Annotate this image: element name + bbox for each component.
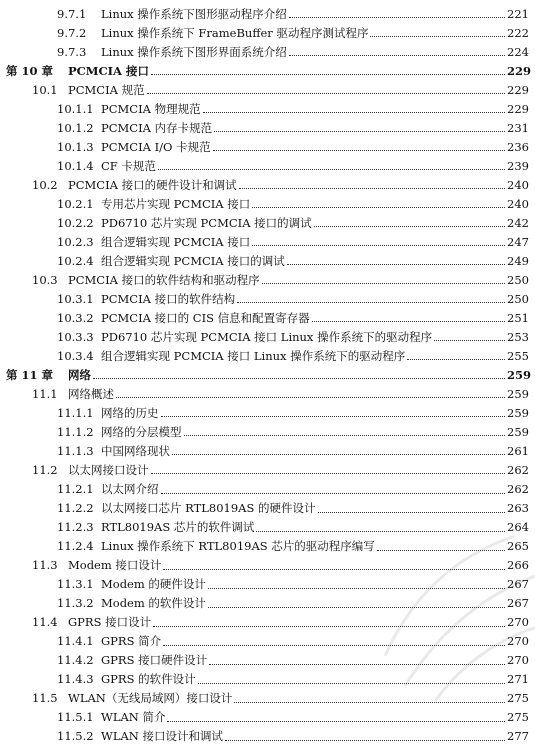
toc-entry-page: 229 <box>507 101 529 116</box>
toc-entry-page: 231 <box>507 120 529 135</box>
dot-leader <box>147 92 505 94</box>
toc-entry-number: 10.3.1 <box>57 291 94 306</box>
dot-leader <box>256 530 505 532</box>
toc-entry[interactable] <box>57 156 527 175</box>
toc-entry-page: 261 <box>507 443 529 458</box>
dot-leader <box>434 339 505 341</box>
toc-entry-number: 10.3 <box>32 272 58 287</box>
toc-entry-title: Modem 接口设计 <box>68 558 162 573</box>
toc-entry-page: 222 <box>507 25 529 40</box>
toc-entry-number: 11.3.1 <box>57 577 94 592</box>
toc-entry-title: PCMCIA 接口的软件结构和驱动程序 <box>68 272 260 287</box>
dot-leader <box>153 625 505 627</box>
toc-entry-title: PD6710 芯片实现 PCMCIA 接口 Linux 操作系统下的驱动程序 <box>101 329 433 344</box>
toc-entry-number: 11.1 <box>32 386 58 401</box>
toc-entry[interactable] <box>32 460 527 479</box>
toc-entry-page: 277 <box>507 729 529 744</box>
toc-entry-page: 275 <box>507 691 529 706</box>
toc-entry-title: PCMCIA 物理规范 <box>101 101 201 116</box>
toc-entry-page: 270 <box>507 653 529 668</box>
toc-entry-title: PCMCIA 接口的软件结构 <box>101 291 236 306</box>
dot-leader <box>209 663 505 665</box>
toc-entry[interactable] <box>6 365 532 384</box>
toc-entry-title: Linux 操作系统下 FrameBuffer 驱动程序测试程序 <box>101 25 369 40</box>
toc-entry-number: 10.3.4 <box>57 348 94 363</box>
toc-entry-page: 266 <box>507 558 529 573</box>
dot-leader <box>289 54 505 56</box>
toc-entry[interactable] <box>57 594 527 613</box>
dot-leader <box>198 682 505 684</box>
toc-entry-title: Linux 操作系统下 RTL8019AS 芯片的驱动程序编写 <box>101 539 375 554</box>
toc-entry[interactable] <box>57 213 527 232</box>
toc-entry-number: 10.2 <box>32 177 58 192</box>
dot-leader <box>172 453 505 455</box>
toc-entry-title: GPRS 接口硬件设计 <box>101 653 208 668</box>
dot-leader <box>407 358 505 360</box>
dot-leader <box>234 701 505 703</box>
toc-entry-title: 以太网介绍 <box>101 482 159 496</box>
toc-entry[interactable] <box>57 480 527 499</box>
toc-entry-number: 10.1 <box>32 82 58 97</box>
toc-entry-number: 10.1.3 <box>57 139 94 154</box>
toc-entry-title: 组合逻辑实现 PCMCIA 接口 Linux 操作系统下的驱动程序 <box>101 348 406 363</box>
toc-entry-number: 第 10 章 <box>6 63 54 78</box>
toc-entry-number: 11.2.3 <box>57 520 94 535</box>
toc-entry-page: 250 <box>507 272 529 287</box>
toc-entry-page: 239 <box>507 158 529 173</box>
toc-entry-title: 网络的历史 <box>101 405 159 420</box>
toc-entry-title: GPRS 接口设计 <box>68 615 152 630</box>
toc-entry-number: 10.1.4 <box>57 158 94 173</box>
toc-entry-title: Modem 的软件设计 <box>101 596 206 611</box>
toc-entry[interactable] <box>57 232 527 251</box>
toc-entry[interactable] <box>57 575 527 594</box>
toc-entry-title: 组合逻辑实现 PCMCIA 接口的调试 <box>101 253 285 268</box>
toc-entry[interactable] <box>57 118 527 137</box>
toc-entry-number: 11.2 <box>32 462 58 477</box>
dot-leader <box>184 434 506 436</box>
toc-entry-title: 中国网络现状 <box>101 443 170 458</box>
toc-entry-title: PCMCIA 接口的硬件设计和调试 <box>68 177 237 192</box>
toc-entry-number: 10.1.1 <box>57 101 94 116</box>
toc-entry-title: CF 卡规范 <box>101 158 156 173</box>
toc-entry-number: 11.4.2 <box>57 653 94 668</box>
dot-leader <box>151 472 506 474</box>
toc-entry-title: RTL8019AS 芯片的软件调试 <box>101 520 255 535</box>
toc-entry-page: 229 <box>507 82 529 97</box>
toc-entry[interactable] <box>57 632 527 651</box>
toc-entry-number: 11.5.1 <box>57 710 94 725</box>
toc-entry[interactable] <box>32 175 527 194</box>
toc-entry[interactable] <box>32 689 527 708</box>
toc-entry-number: 10.1.2 <box>57 120 94 135</box>
toc-entry-title: WLAN 简介 <box>101 710 166 725</box>
toc-entry-page: 259 <box>507 405 529 420</box>
toc-entry-title: PCMCIA 接口的 CIS 信息和配置寄存器 <box>101 310 310 325</box>
dot-leader <box>252 244 505 246</box>
toc-entry-page: 262 <box>507 482 529 496</box>
toc-entry[interactable] <box>57 251 527 270</box>
toc-entry[interactable] <box>57 518 527 537</box>
toc-entry-page: 253 <box>507 329 529 344</box>
toc-entry-number: 11.1.3 <box>57 443 94 458</box>
toc-entry-page: 270 <box>507 615 529 630</box>
toc-entry-title: Linux 操作系统下图形驱动程序介绍 <box>101 6 287 21</box>
toc-entry-number: 10.3.3 <box>57 329 94 344</box>
toc-entry-page: 224 <box>507 44 529 59</box>
toc-entry-page: 236 <box>507 139 529 154</box>
dot-leader <box>318 511 505 513</box>
dot-leader <box>161 492 506 494</box>
toc-entry-page: 229 <box>507 63 532 78</box>
toc-entry[interactable] <box>57 23 527 42</box>
toc-entry-page: 267 <box>507 577 529 592</box>
toc-entry[interactable] <box>57 308 527 327</box>
toc-entry-number: 9.7.2 <box>57 25 87 40</box>
toc-entry-page: 240 <box>507 177 529 192</box>
toc-entry-number: 11.2.4 <box>57 539 94 554</box>
toc-entry-title: GPRS 的软件设计 <box>101 672 196 687</box>
toc-entry-title: PD6710 芯片实现 PCMCIA 接口的调试 <box>101 215 312 230</box>
toc-entry[interactable] <box>57 403 527 422</box>
toc-entry[interactable] <box>57 422 527 441</box>
toc-entry-page: 259 <box>507 386 529 401</box>
dot-leader <box>252 206 505 208</box>
toc-entry[interactable] <box>57 651 527 670</box>
toc-entry-page: 221 <box>507 6 529 21</box>
dot-leader <box>239 187 505 189</box>
toc-entry-title: GPRS 简介 <box>101 634 162 649</box>
toc-entry-page: 249 <box>507 253 529 268</box>
toc-entry-title: 以太网接口设计 <box>68 462 149 477</box>
toc-entry-page: 250 <box>507 291 529 306</box>
dot-leader <box>314 225 505 227</box>
dot-leader <box>116 396 505 398</box>
dot-leader <box>214 130 505 132</box>
toc-entry-page: 263 <box>507 501 529 516</box>
dot-leader <box>208 606 505 608</box>
toc-entry-number: 11.5 <box>32 691 58 706</box>
dot-leader <box>289 16 505 18</box>
toc-entry-title: 专用芯片实现 PCMCIA 接口 <box>101 196 251 211</box>
toc-entry-number: 10.2.1 <box>57 196 94 211</box>
toc-entry[interactable] <box>32 556 527 575</box>
toc-entry[interactable] <box>57 137 527 156</box>
toc-entry[interactable] <box>57 670 527 689</box>
toc-entry-page: 251 <box>507 310 529 325</box>
toc-entry-page: 240 <box>507 196 529 211</box>
dot-leader <box>237 301 505 303</box>
dot-leader <box>151 73 505 75</box>
toc-entry-number: 10.3.2 <box>57 310 94 325</box>
toc-entry[interactable] <box>32 613 527 632</box>
toc-entry-page: 255 <box>507 348 529 363</box>
toc-entry-page: 259 <box>507 424 529 439</box>
toc-entry-number: 11.4 <box>32 615 58 630</box>
toc-entry-title: 网络的分层模型 <box>101 424 182 439</box>
toc-entry[interactable] <box>57 346 527 365</box>
toc-entry-number: 11.4.1 <box>57 634 94 649</box>
dot-leader <box>208 587 505 589</box>
toc-entry[interactable] <box>32 384 527 403</box>
toc-entry[interactable] <box>57 99 527 118</box>
toc-entry[interactable] <box>57 194 527 213</box>
toc-entry-title: 网络概述 <box>68 386 114 401</box>
toc-entry-page: 247 <box>507 234 529 249</box>
toc-entry-number: 11.3 <box>32 558 58 573</box>
dot-leader <box>262 282 505 284</box>
toc-entry-number: 11.1.2 <box>57 424 94 439</box>
toc-entry-number: 9.7.1 <box>57 6 87 21</box>
toc-entry[interactable] <box>32 270 527 289</box>
dot-leader <box>377 549 505 551</box>
toc-entry-page: 262 <box>507 462 529 477</box>
toc-entry-number: 9.7.3 <box>57 44 87 59</box>
toc-entry-number: 11.2.2 <box>57 501 94 516</box>
toc-entry[interactable] <box>57 537 527 556</box>
toc-entry-page: 271 <box>507 672 529 687</box>
toc-entry[interactable] <box>57 441 527 460</box>
toc-entry[interactable] <box>57 4 527 23</box>
toc-entry-page: 267 <box>507 596 529 611</box>
dot-leader <box>163 568 505 570</box>
dot-leader <box>93 377 505 379</box>
toc-entry[interactable] <box>57 727 527 746</box>
toc-entry-page: 265 <box>507 539 529 554</box>
toc-entry-title: PCMCIA 规范 <box>68 82 145 97</box>
toc-entry[interactable] <box>57 327 527 346</box>
toc-entry-number: 11.5.2 <box>57 729 94 744</box>
dot-leader <box>163 644 505 646</box>
dot-leader <box>287 263 505 265</box>
toc-entry-page: 264 <box>507 520 529 535</box>
dot-leader <box>225 739 505 741</box>
toc-entry-title: PCMCIA I/O 卡规范 <box>101 139 211 154</box>
toc-entry-title: 以太网接口芯片 RTL8019AS 的硬件设计 <box>101 501 316 516</box>
dot-leader <box>158 168 505 170</box>
dot-leader <box>167 720 505 722</box>
toc-entry[interactable] <box>57 708 527 727</box>
dot-leader <box>312 320 505 322</box>
dot-leader <box>213 149 505 151</box>
toc-entry[interactable] <box>32 80 527 99</box>
toc-entry-number: 11.4.3 <box>57 672 94 687</box>
toc-entry-page: 242 <box>507 215 529 230</box>
dot-leader <box>370 35 505 37</box>
toc-entry[interactable] <box>6 61 532 80</box>
toc-entry-number: 11.2.1 <box>57 482 94 496</box>
toc-entry[interactable] <box>57 289 527 308</box>
toc-entry-title: 网络 <box>68 367 91 382</box>
toc-entry-title: PCMCIA 内存卡规范 <box>101 120 213 135</box>
toc-entry-title: 组合逻辑实现 PCMCIA 接口 <box>101 234 251 249</box>
toc-entry-page: 270 <box>507 634 529 649</box>
toc-entry[interactable] <box>57 499 527 518</box>
toc-entry-number: 10.2.4 <box>57 253 94 268</box>
toc-entry-number: 11.1.1 <box>57 405 94 420</box>
dot-leader <box>203 111 505 113</box>
toc-entry-page: 275 <box>507 710 529 725</box>
toc-entry-title: Modem 的硬件设计 <box>101 577 206 592</box>
toc-entry-page: 259 <box>507 367 532 382</box>
toc-entry-title: PCMCIA 接口 <box>68 63 149 78</box>
toc-entry-title: WLAN（无线局域网）接口设计 <box>68 691 233 706</box>
toc-entry-number: 第 11 章 <box>6 367 54 382</box>
toc-entry-number: 10.2.3 <box>57 234 94 249</box>
toc-entry-number: 10.2.2 <box>57 215 94 230</box>
toc-entry-number: 11.3.2 <box>57 596 94 611</box>
toc-entry-title: Linux 操作系统下图形界面系统介绍 <box>101 44 287 59</box>
toc-entry[interactable] <box>57 42 527 61</box>
toc-entry-title: WLAN 接口设计和调试 <box>101 729 223 744</box>
dot-leader <box>161 415 506 417</box>
